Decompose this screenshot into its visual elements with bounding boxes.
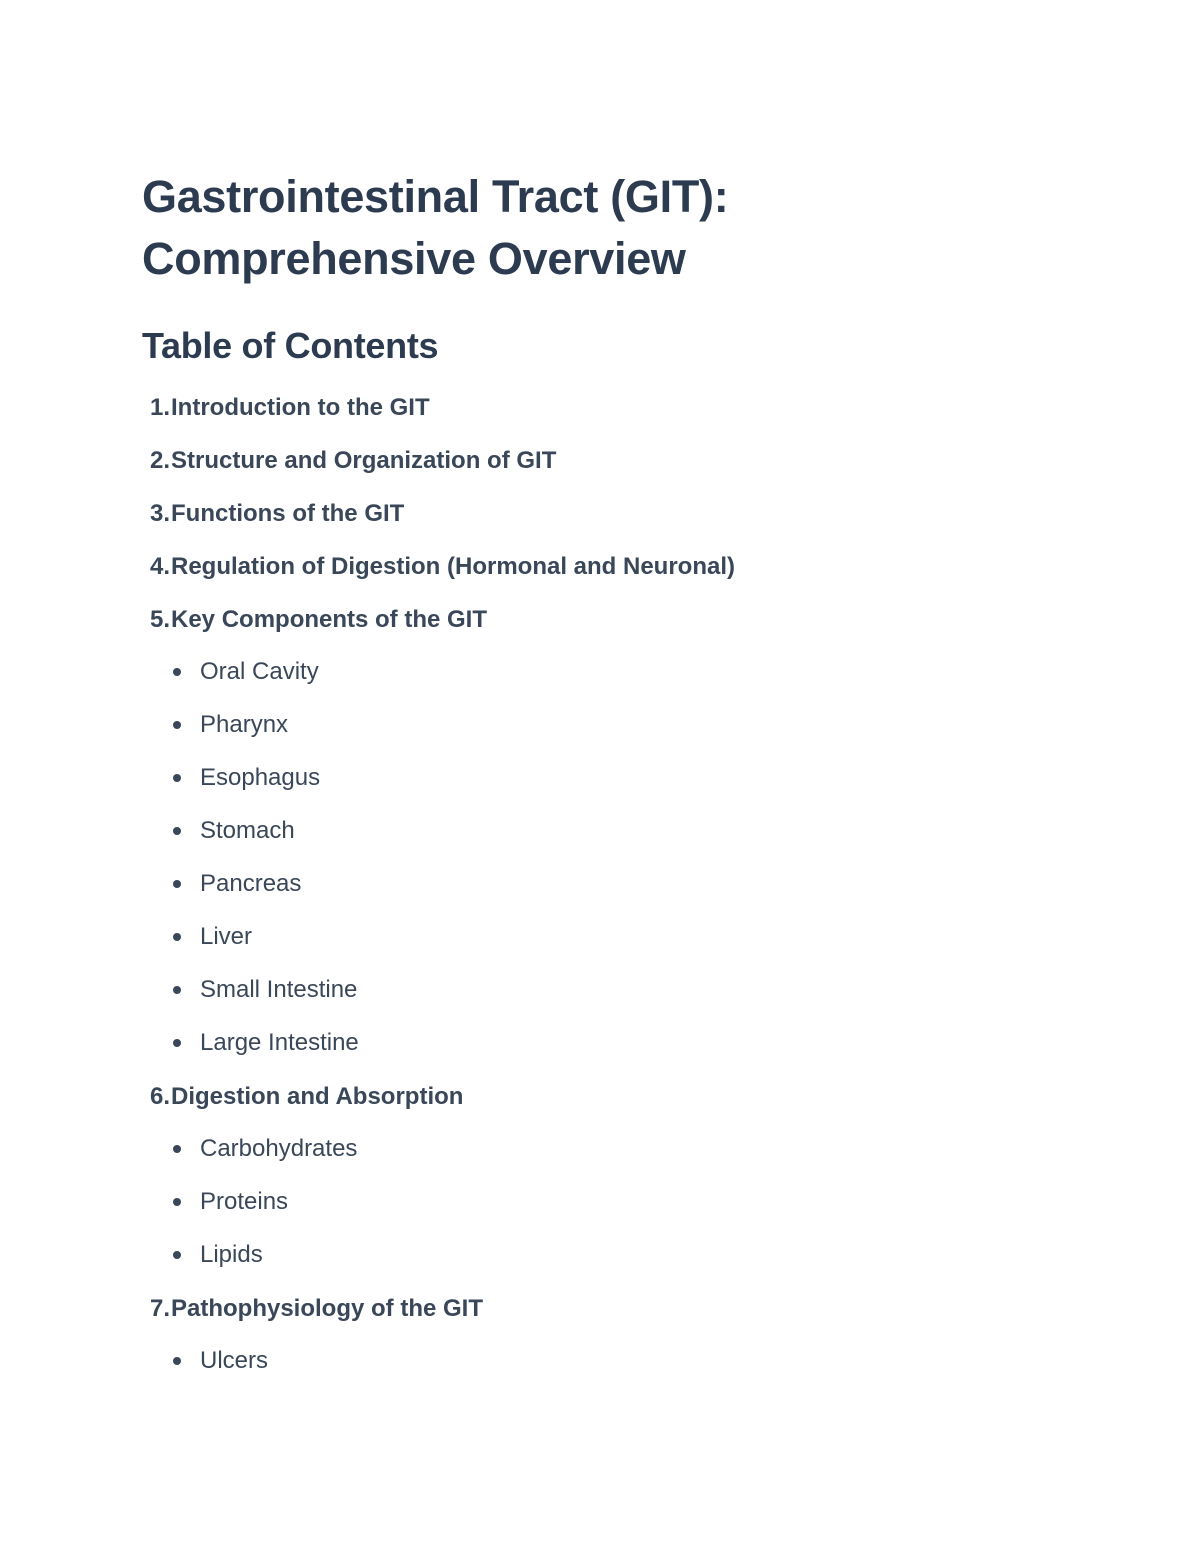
toc-subitem-label: Lipids [200, 1240, 263, 1268]
toc-subitem-label: Large Intestine [200, 1028, 359, 1056]
toc-link-functions[interactable]: Functions of the GIT [171, 500, 405, 527]
toc-item-number: 5. [149, 606, 170, 633]
toc-subitem-label: Small Intestine [200, 975, 358, 1003]
bullet-icon [173, 1039, 181, 1047]
bullet-icon [173, 1198, 181, 1206]
document-title-line-1: Gastrointestinal Tract (GIT): [142, 171, 729, 222]
toc-link-introduction[interactable]: Introduction to the GIT [171, 394, 430, 421]
toc-subitem [142, 804, 1142, 857]
bullet-icon [173, 986, 181, 994]
toc-subitem [142, 1122, 1142, 1175]
toc-item-number: 7. [149, 1295, 170, 1322]
toc-item-5 [142, 602, 1142, 1069]
toc-subitem-label: Ulcers [200, 1346, 269, 1374]
toc-item-4 [142, 549, 1142, 602]
toc-subitem [142, 857, 1142, 910]
toc-sublist [142, 1334, 1142, 1387]
table-of-contents [142, 390, 1142, 1387]
bullet-icon [173, 1145, 181, 1153]
toc-subitem [142, 1228, 1142, 1281]
toc-item-number: 1. [149, 394, 170, 421]
toc-subitem [142, 645, 1142, 698]
toc-link-digestion-absorption[interactable]: Digestion and Absorption [171, 1083, 464, 1110]
toc-subitem [142, 963, 1142, 1016]
bullet-icon [173, 933, 181, 941]
toc-link-key-components[interactable]: Key Components of the GIT [171, 606, 488, 633]
toc-item-number: 6. [149, 1083, 170, 1110]
toc-item-number: 4. [149, 553, 170, 580]
bullet-icon [173, 1251, 181, 1259]
document-page [142, 166, 1142, 1397]
toc-sublist [142, 1122, 1142, 1281]
toc-subitem [142, 1175, 1142, 1228]
toc-link-regulation[interactable]: Regulation of Digestion (Hormonal and Neuronal) [171, 553, 735, 580]
toc-subitem [142, 1334, 1142, 1387]
bullet-icon [173, 827, 181, 835]
document-title [142, 166, 1142, 290]
toc-subitem [142, 751, 1142, 804]
toc-link-structure[interactable]: Structure and Organization of GIT [171, 447, 557, 474]
toc-subitem-label: Proteins [200, 1187, 289, 1215]
toc-item-2 [142, 443, 1142, 496]
toc-item-number: 3. [149, 500, 170, 527]
toc-subitem-label: Esophagus [200, 763, 321, 791]
toc-subitem [142, 698, 1142, 751]
toc-subitem [142, 910, 1142, 963]
bullet-icon [173, 1357, 181, 1365]
bullet-icon [173, 721, 181, 729]
toc-item-7 [142, 1291, 1142, 1387]
toc-sublist [142, 645, 1142, 1069]
toc-subitem-label: Oral Cavity [200, 657, 319, 685]
toc-subitem-label: Pharynx [200, 710, 289, 738]
bullet-icon [173, 880, 181, 888]
toc-item-1 [142, 390, 1142, 443]
toc-subitem-label: Stomach [200, 816, 295, 844]
toc-link-pathophysiology[interactable]: Pathophysiology of the GIT [171, 1295, 483, 1322]
toc-subitem-label: Pancreas [200, 869, 302, 897]
toc-item-6 [142, 1079, 1142, 1281]
toc-subitem [142, 1016, 1142, 1069]
toc-heading: Table of Contents [142, 325, 439, 366]
bullet-icon [173, 668, 181, 676]
toc-subitem-label: Liver [200, 922, 253, 950]
document-title-line-2: Comprehensive Overview [142, 233, 686, 284]
toc-item-3 [142, 496, 1142, 549]
toc-item-number: 2. [149, 447, 170, 474]
toc-subitem-label: Carbohydrates [200, 1134, 358, 1162]
bullet-icon [173, 774, 181, 782]
